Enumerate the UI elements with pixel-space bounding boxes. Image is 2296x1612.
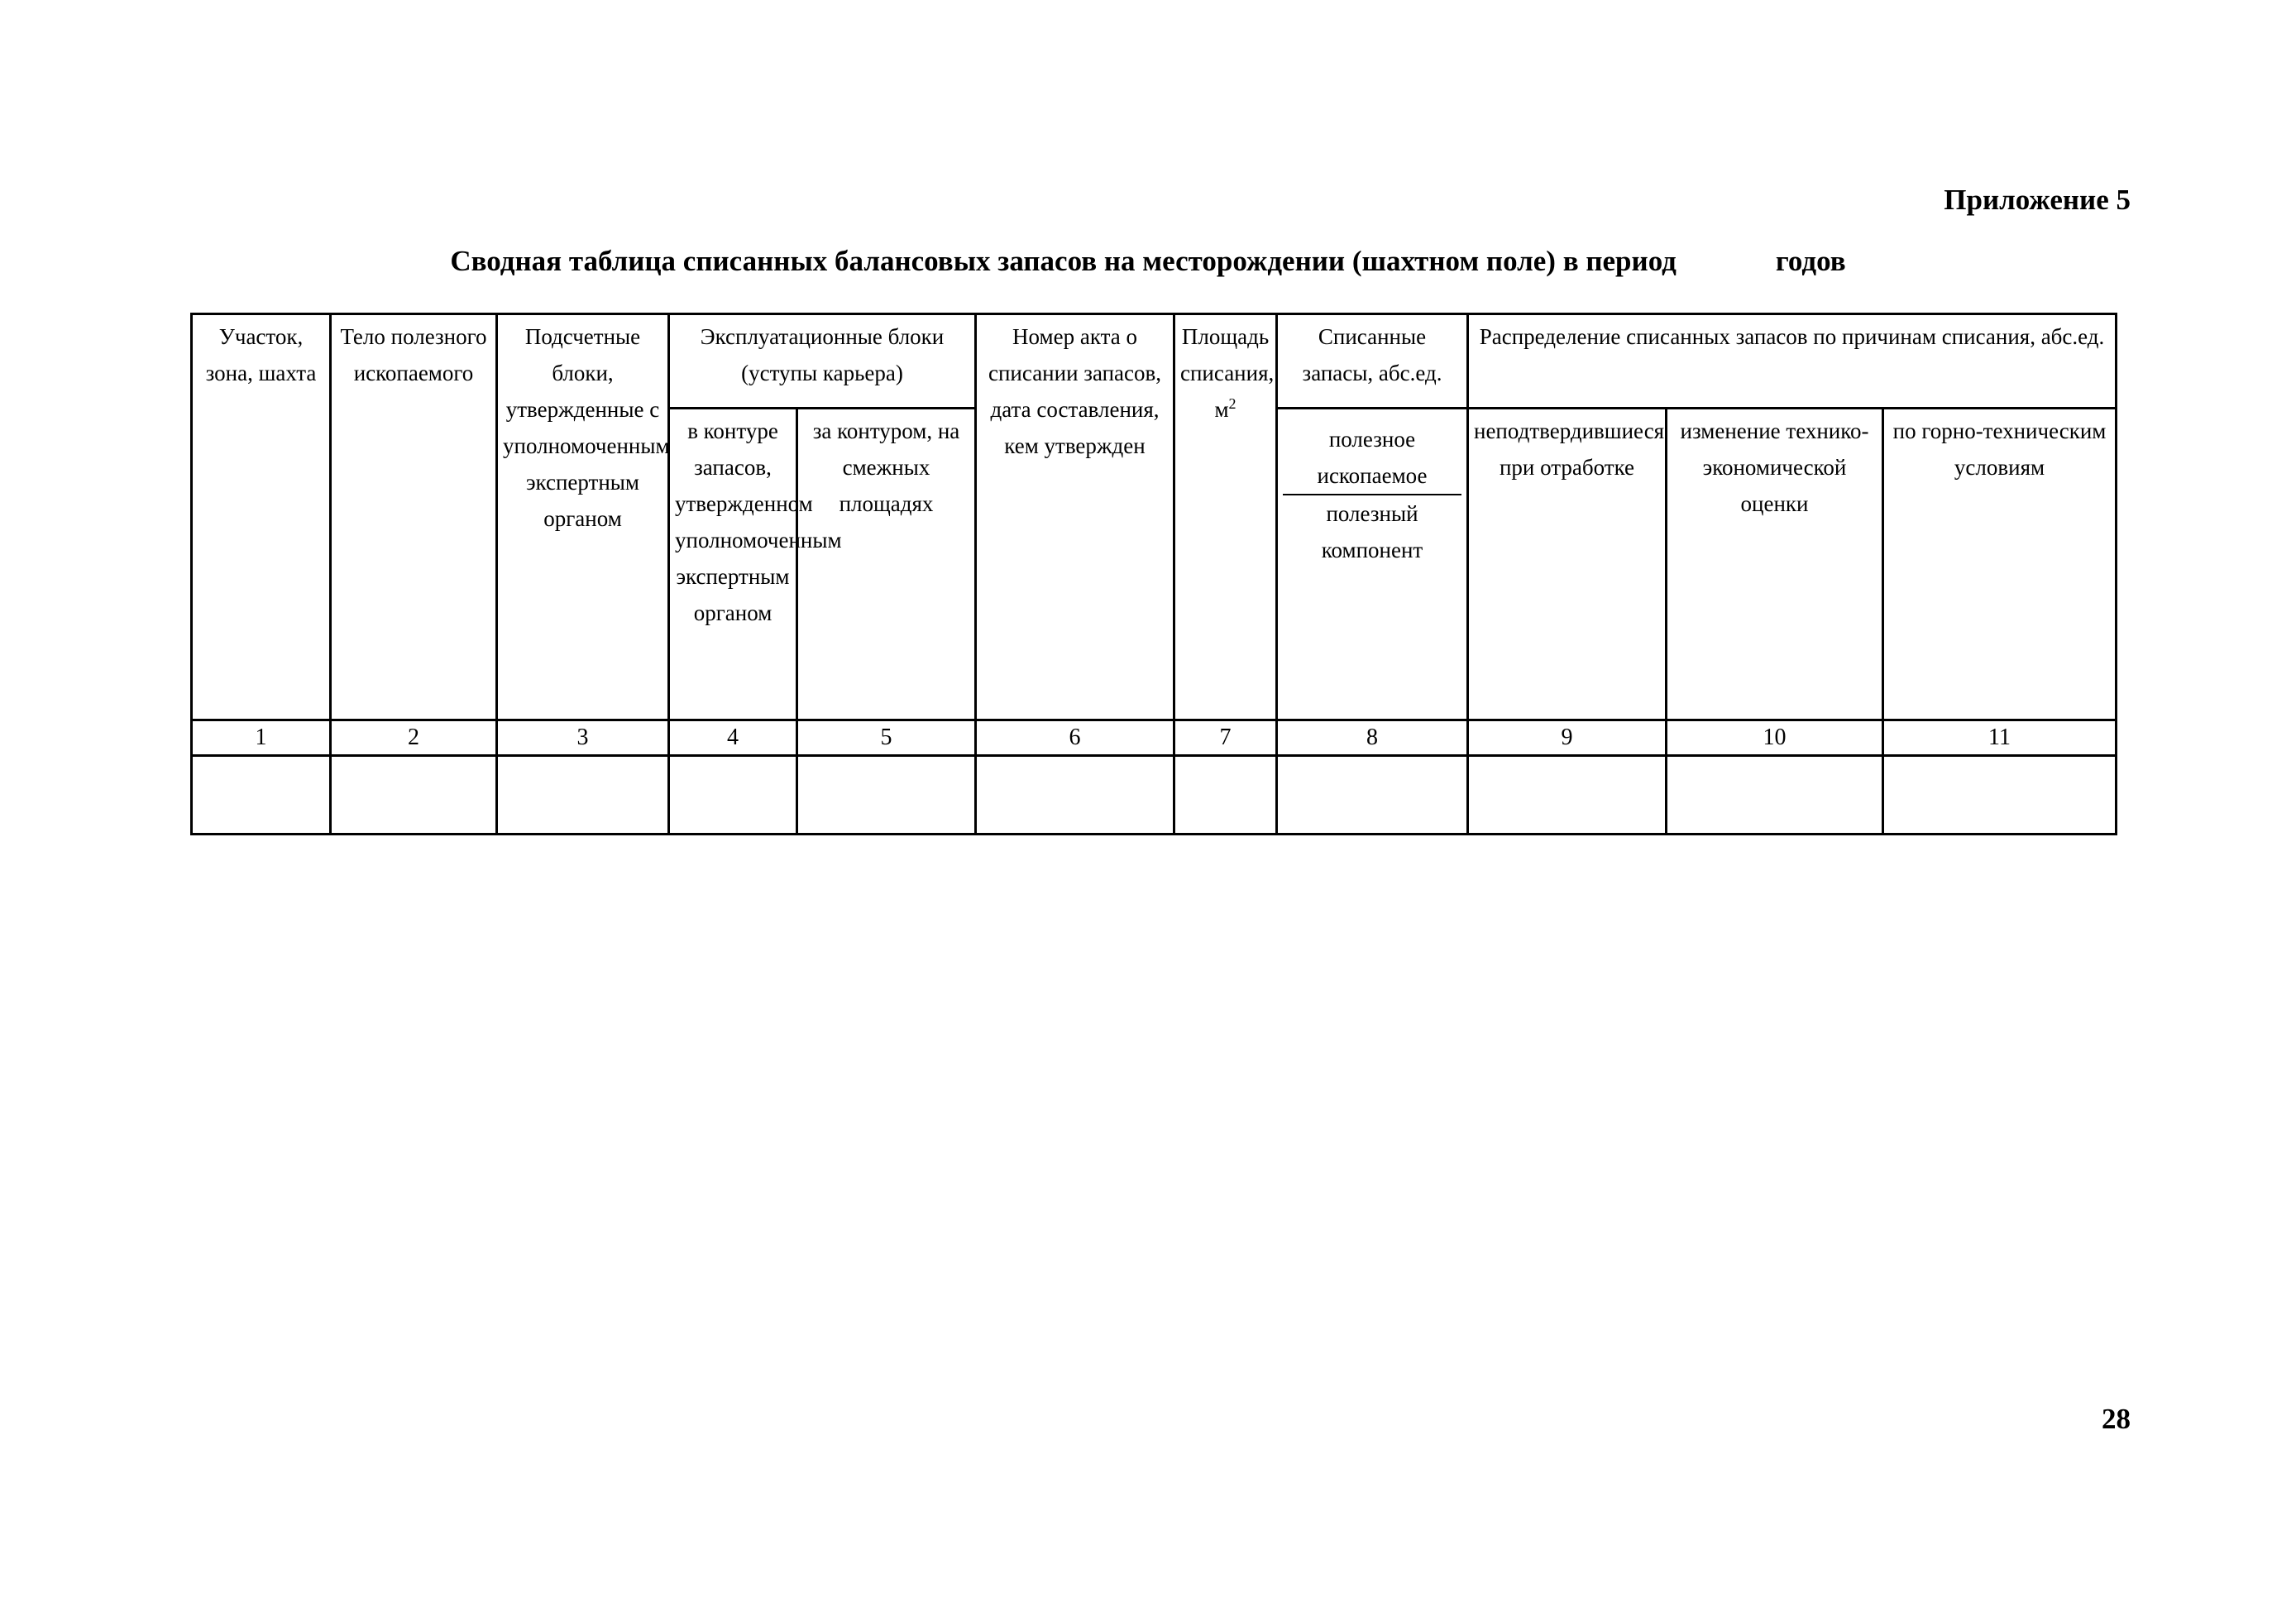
header-cell-col8 bbox=[1277, 409, 1468, 720]
column-number: 7 bbox=[1174, 720, 1277, 756]
header-cell-col6: Номер акта о списании запасов, дата составления, кем утвержден bbox=[976, 314, 1174, 720]
header-col8-top: полезное ископаемое bbox=[1283, 421, 1461, 495]
column-number: 6 bbox=[976, 720, 1174, 756]
header-row-top bbox=[192, 314, 2117, 409]
column-number: 9 bbox=[1468, 720, 1667, 756]
column-number: 10 bbox=[1667, 720, 1883, 756]
header-cell-written-off-group: Списанные запасы, абс.ед. bbox=[1277, 314, 1468, 409]
summary-table-wrapper bbox=[190, 313, 2115, 835]
table-cell bbox=[1883, 756, 2117, 835]
table-cell bbox=[1174, 756, 1277, 835]
page-number: 28 bbox=[2102, 1403, 2131, 1435]
table-cell bbox=[669, 756, 797, 835]
summary-table bbox=[190, 313, 2117, 835]
table-cell bbox=[497, 756, 669, 835]
column-number: 11 bbox=[1883, 720, 2117, 756]
title-suffix: годов bbox=[1775, 245, 1846, 277]
table-cell bbox=[331, 756, 497, 835]
column-number-row bbox=[192, 720, 2117, 756]
column-number: 1 bbox=[192, 720, 331, 756]
header-cell-col11: по горно-техническим условиям bbox=[1883, 409, 2117, 720]
header-cell-col1: Участок, зона, шахта bbox=[192, 314, 331, 720]
header-cell-col3: Подсчетные блоки, утвержденные с уполномоченным экспертным органом bbox=[497, 314, 669, 720]
header-cell-distribution-group: Распределение списанных запасов по причинам списания, абс.ед. bbox=[1468, 314, 2117, 409]
header-cell-col2: Тело полезного ископаемого bbox=[331, 314, 497, 720]
header-cell-col7 bbox=[1174, 314, 1277, 720]
table-cell bbox=[1667, 756, 1883, 835]
header-col7-text: Площадь списания, м bbox=[1180, 324, 1275, 422]
header-col7-sup: 2 bbox=[1228, 395, 1236, 412]
header-cell-exploitation-group: Эксплуатационные блоки (уступы карьера) bbox=[669, 314, 976, 409]
header-cell-col5: за контуром, на смежных площадях bbox=[797, 409, 976, 720]
column-number: 4 bbox=[669, 720, 797, 756]
table-cell bbox=[1468, 756, 1667, 835]
header-col8-bottom: полезный компонент bbox=[1321, 501, 1423, 562]
column-number: 5 bbox=[797, 720, 976, 756]
column-number: 8 bbox=[1277, 720, 1468, 756]
document-title bbox=[0, 245, 2296, 278]
header-cell-col10: изменение технико-экономической оценки bbox=[1667, 409, 1883, 720]
table-row bbox=[192, 756, 2117, 835]
column-number: 3 bbox=[497, 720, 669, 756]
header-cell-col4: в контуре запасов, утвержденном уполномоченным экспертным органом bbox=[669, 409, 797, 720]
title-main: Сводная таблица списанных балансовых запасов на месторождении (шахтном поле) в период bbox=[450, 245, 1677, 277]
table-cell bbox=[1277, 756, 1468, 835]
table-cell bbox=[797, 756, 976, 835]
column-number: 2 bbox=[331, 720, 497, 756]
table-cell bbox=[976, 756, 1174, 835]
header-cell-col9: неподтвердившиеся при отработке bbox=[1468, 409, 1667, 720]
table-cell bbox=[192, 756, 331, 835]
appendix-label: Приложение 5 bbox=[1944, 184, 2131, 216]
